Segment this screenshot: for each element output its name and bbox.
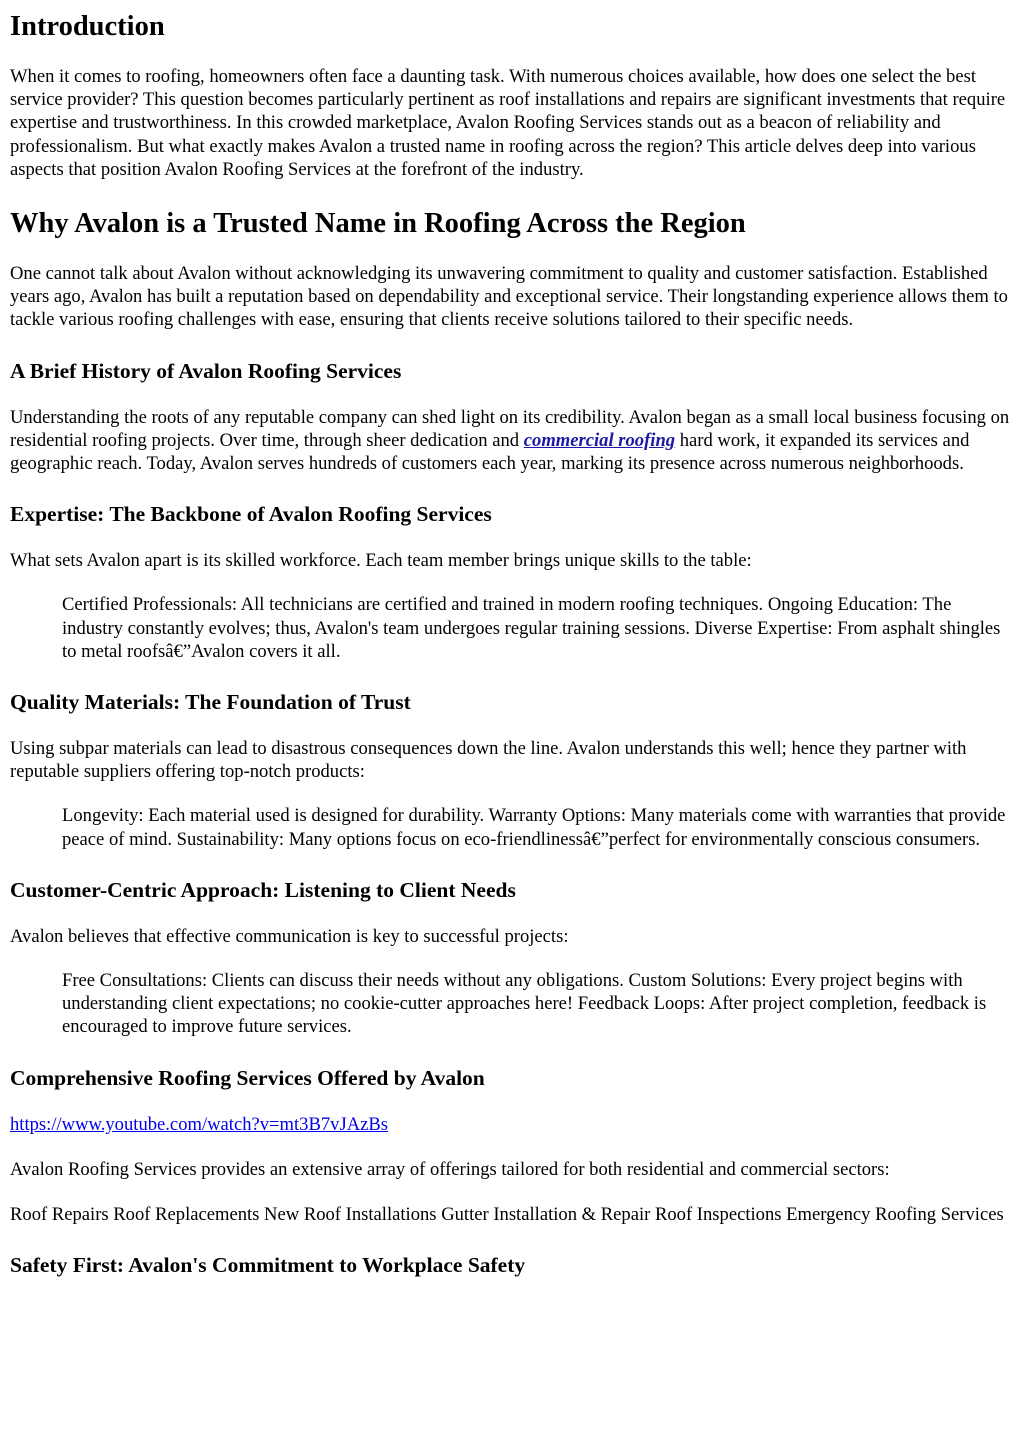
services-list: Roof Repairs Roof Replacements New Roof Installations Gutter Installation & Repair Roof Inspections Emergency Roofing Services bbox=[10, 1204, 1004, 1226]
article bbox=[0, 10, 1024, 1278]
history-text-before-link: Understanding the roots of any reputable company can shed light on its credibility. Avalon began as a small local business focusing on residential roofing projects. Over time, through sheer dedication and bbox=[10, 406, 1010, 451]
materials-quote: Longevity: Each material used is designed for durability. Warranty Options: Many materials come with warranties that provide peace of mind. Sustainability: Many options focus on eco-friendlinessâ€”perfect for environmentally conscious consumers. bbox=[62, 805, 1006, 850]
history-heading: A Brief History of Avalon Roofing Services bbox=[10, 358, 402, 383]
customer-heading: Customer-Centric Approach: Listening to Client Needs bbox=[10, 877, 516, 902]
commercial-roofing-link[interactable]: commercial roofing bbox=[523, 429, 676, 451]
expertise-paragraph: What sets Avalon apart is its skilled workforce. Each team member brings unique skills to the table: bbox=[10, 550, 752, 572]
video-link-paragraph bbox=[10, 1113, 1014, 1136]
materials-paragraph: Using subpar materials can lead to disastrous consequences down the line. Avalon understands this well; hence they partner with reputable suppliers offering top-notch products: bbox=[10, 738, 967, 783]
history-paragraph bbox=[10, 406, 1014, 476]
expertise-quote: Certified Professionals: All technicians are certified and trained in modern roofing techniques. Ongoing Education: The industry constantly evolves; thus, Avalon's team undergoes regular training sessions. Diverse Expertise: From asphalt shingles to metal roofsâ€”Avalon covers it all. bbox=[62, 594, 1001, 662]
youtube-video-link[interactable]: https://www.youtube.com/watch?v=mt3B7vJAzBs bbox=[10, 1113, 389, 1135]
customer-quote: Free Consultations: Clients can discuss their needs without any obligations. Custom Solutions: Every project begins with understanding client expectations; no cookie-cutter approaches here! Feedback Loops: After project completion, feedback is encouraged to improve future services. bbox=[62, 970, 987, 1038]
services-heading: Comprehensive Roofing Services Offered by Avalon bbox=[10, 1065, 485, 1090]
intro-paragraph: When it comes to roofing, homeowners often face a daunting task. With numerous choices available, how does one select the best service provider? This question becomes particularly pertinent as roof installations and repairs are significant investments that require expertise and trustworthiness. In this crowded marketplace, Avalon Roofing Services stands out as a beacon of reliability and professionalism. But what exactly makes Avalon a trusted name in roofing across the region? This article delves deep into various aspects that position Avalon Roofing Services at the forefront of the industry. bbox=[10, 66, 1006, 180]
why-paragraph: One cannot talk about Avalon without acknowledging its unwavering commitment to quality and customer satisfaction. Established years ago, Avalon has built a reputation based on dependability and exceptional service. Their longstanding experience allows them to tackle various roofing challenges with ease, ensuring that clients receive solutions tailored to their specific needs. bbox=[10, 263, 1008, 331]
customer-paragraph: Avalon believes that effective communication is key to successful projects: bbox=[10, 925, 569, 947]
services-paragraph: Avalon Roofing Services provides an extensive array of offerings tailored for both residential and commercial sectors: bbox=[10, 1158, 890, 1180]
why-heading: Why Avalon is a Trusted Name in Roofing Across the Region bbox=[10, 208, 746, 240]
safety-heading: Safety First: Avalon's Commitment to Workplace Safety bbox=[10, 1253, 526, 1278]
materials-heading: Quality Materials: The Foundation of Trust bbox=[10, 690, 411, 715]
expertise-heading: Expertise: The Backbone of Avalon Roofing Services bbox=[10, 502, 492, 527]
history-text-after-link: hard work, it expanded its services and geographic reach. Today, Avalon serves hundreds of customers each year, marking its presence across numerous neighborhoods. bbox=[10, 429, 970, 475]
intro-heading: Introduction bbox=[10, 11, 165, 42]
